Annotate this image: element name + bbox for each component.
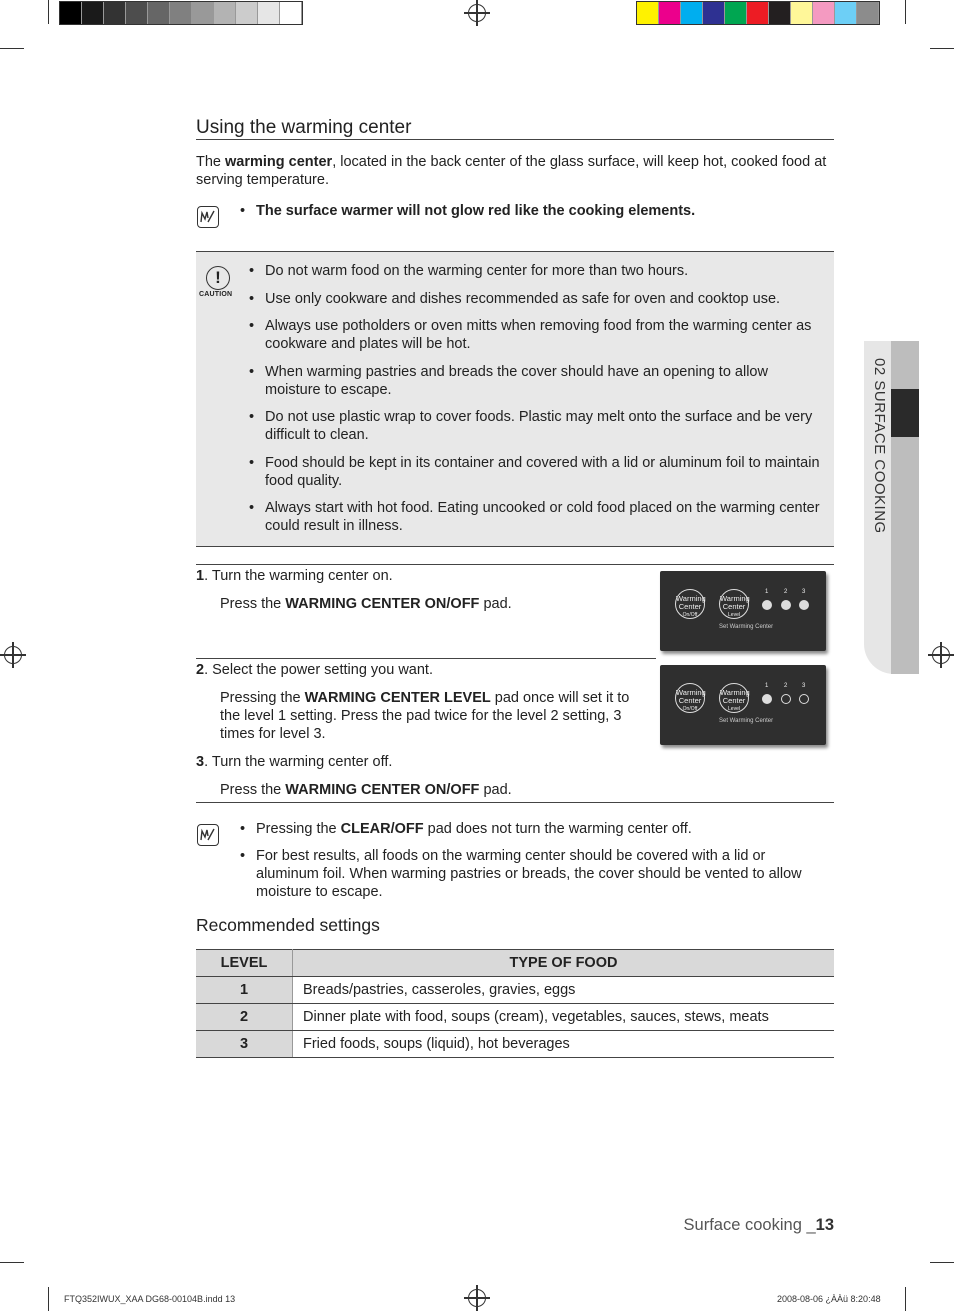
registration-mark-icon [468,4,486,22]
step-rule [196,802,834,803]
level-cell: 2 [196,1004,293,1031]
level-cell: 3 [196,1031,293,1058]
crop-mark [930,1262,954,1263]
level-indicator-on [781,600,791,610]
crop-mark [48,1287,49,1311]
chapter-tab-marker [891,389,919,437]
caution-item: • Do not warm food on the warming center for more than two hours. [249,262,824,280]
color-swatch [835,2,857,24]
level-indicator-off [799,694,809,704]
step-rule [196,564,834,565]
panel-label: Set Warming Center [719,624,774,630]
gray-swatch [280,2,302,24]
color-swatch [637,2,659,24]
gray-swatch [60,2,82,24]
slug-right: 2008-08-06 ¿ÀÀü 8:20:48 [777,1294,881,1304]
food-cell: Dinner plate with food, soups (cream), vegetables, sauces, stews, meats [293,1004,835,1031]
table-row [196,1031,834,1058]
caution-box [196,251,834,547]
level-indicator-on [762,600,772,610]
level-indicator-on [799,600,809,610]
note1-list [240,202,830,220]
control-panel-image-2 [660,665,826,745]
gray-swatch [192,2,214,24]
gray-swatch [258,2,280,24]
caution-item: • Food should be kept in its container and covered with a lid or aluminum foil to maintain food quality. [249,454,824,490]
registration-mark-icon [4,646,22,664]
note2-item: • For best results, all foods on the warming center should be covered with a lid or aluminum foil. When warming pastries or breads, the cover should be vented to allow moisture to escape. [240,847,820,901]
registration-mark-icon [468,1289,486,1307]
crop-mark [930,48,954,49]
slug-left: FTQ352IWUX_XAA DG68-00104B.indd 13 [64,1294,236,1304]
registration-mark-icon [932,646,950,664]
grayscale-swatches [59,1,303,25]
color-swatch [659,2,681,24]
step-rule [196,658,656,659]
caution-item: • Always use potholders or oven mitts when removing food from the warming center as cookware and plates will be hot. [249,317,824,353]
section-title: Using the warming center [196,117,412,138]
color-swatch [857,2,879,24]
table-row [196,977,834,1004]
caution-list [249,262,824,545]
caution-item: • Use only cookware and dishes recommended as safe for oven and cooktop use. [249,290,824,308]
warming-center-level-pad: Warming Center Level [719,683,749,713]
color-swatch [703,2,725,24]
step-1-detail: Press the WARMING CENTER ON/OFF pad. [220,596,512,612]
color-swatch [681,2,703,24]
level-number: 3 [802,589,806,595]
note2-item: • Pressing the CLEAR/OFF pad does not turn the warming center off. [240,820,820,838]
table-header-row [196,950,834,977]
panel-label: Set Warming Center [719,718,774,724]
intro-paragraph: The warming center, located in the back center of the glass surface, will keep hot, cooked food at serving temperature. [196,154,827,188]
step-2: 2. Select the power setting you want. [196,662,433,678]
level-header: LEVEL [196,950,293,977]
food-cell: Breads/pastries, casseroles, gravies, eggs [293,977,835,1004]
caution-icon: ! [206,266,230,290]
step-2-detail: Pressing the WARMING CENTER LEVEL pad once will set it to the level 1 setting. Press the pad twice for the level 2 setting, 3 times for level 3. [220,690,630,742]
crop-mark [48,0,49,24]
crop-mark [0,1262,24,1263]
settings-table [196,949,834,1058]
gray-swatch [148,2,170,24]
food-header: TYPE OF FOOD [293,950,835,977]
gray-swatch [236,2,258,24]
step-3-detail: Press the WARMING CENTER ON/OFF pad. [220,782,512,798]
food-cell: Fried foods, soups (liquid), hot beverages [293,1031,835,1058]
color-swatch [769,2,791,24]
warming-center-level-pad: Warming Center Level [719,589,749,619]
title-rule [196,139,834,140]
level-number: 2 [784,683,788,689]
level-number: 1 [765,683,769,689]
warming-center-onoff-pad: Warming Center On/Off [675,683,705,713]
color-swatch [747,2,769,24]
crop-mark [905,0,906,24]
note2-list [240,820,820,901]
caution-item: • When warming pastries and breads the cover should have an opening to allow moisture to escape. [249,363,824,399]
note-icon [197,824,219,846]
crop-mark [905,1287,906,1311]
note-icon [197,206,219,228]
color-swatch [813,2,835,24]
level-indicator-off [781,694,791,704]
color-swatch [791,2,813,24]
recommended-title: Recommended settings [196,915,380,935]
color-swatches [636,1,880,25]
level-number: 1 [765,589,769,595]
note1-item: • The surface warmer will not glow red like the cooking elements. [240,202,830,220]
level-indicator-on [762,694,772,704]
crop-mark [0,48,24,49]
gray-swatch [170,2,192,24]
gray-swatch [82,2,104,24]
level-number: 2 [784,589,788,595]
table-row [196,1004,834,1031]
caution-item: • Do not use plastic wrap to cover foods. Plastic may melt onto the surface and be very difficult to clean. [249,408,824,444]
step-3: 3. Turn the warming center off. [196,754,393,770]
step-1: 1. Turn the warming center on. [196,568,393,584]
level-number: 3 [802,683,806,689]
warming-center-onoff-pad: Warming Center On/Off [675,589,705,619]
color-swatch [725,2,747,24]
gray-swatch [104,2,126,24]
page-footer: Surface cooking _13 [683,1216,834,1234]
gray-swatch [214,2,236,24]
caution-item: • Always start with hot food. Eating uncooked or cold food placed on the warming center could result in illness. [249,499,824,535]
chapter-label: 02 SURFACE COOKING [871,358,888,534]
level-cell: 1 [196,977,293,1004]
gray-swatch [126,2,148,24]
control-panel-image-1 [660,571,826,651]
caution-label: CAUTION [199,291,233,298]
